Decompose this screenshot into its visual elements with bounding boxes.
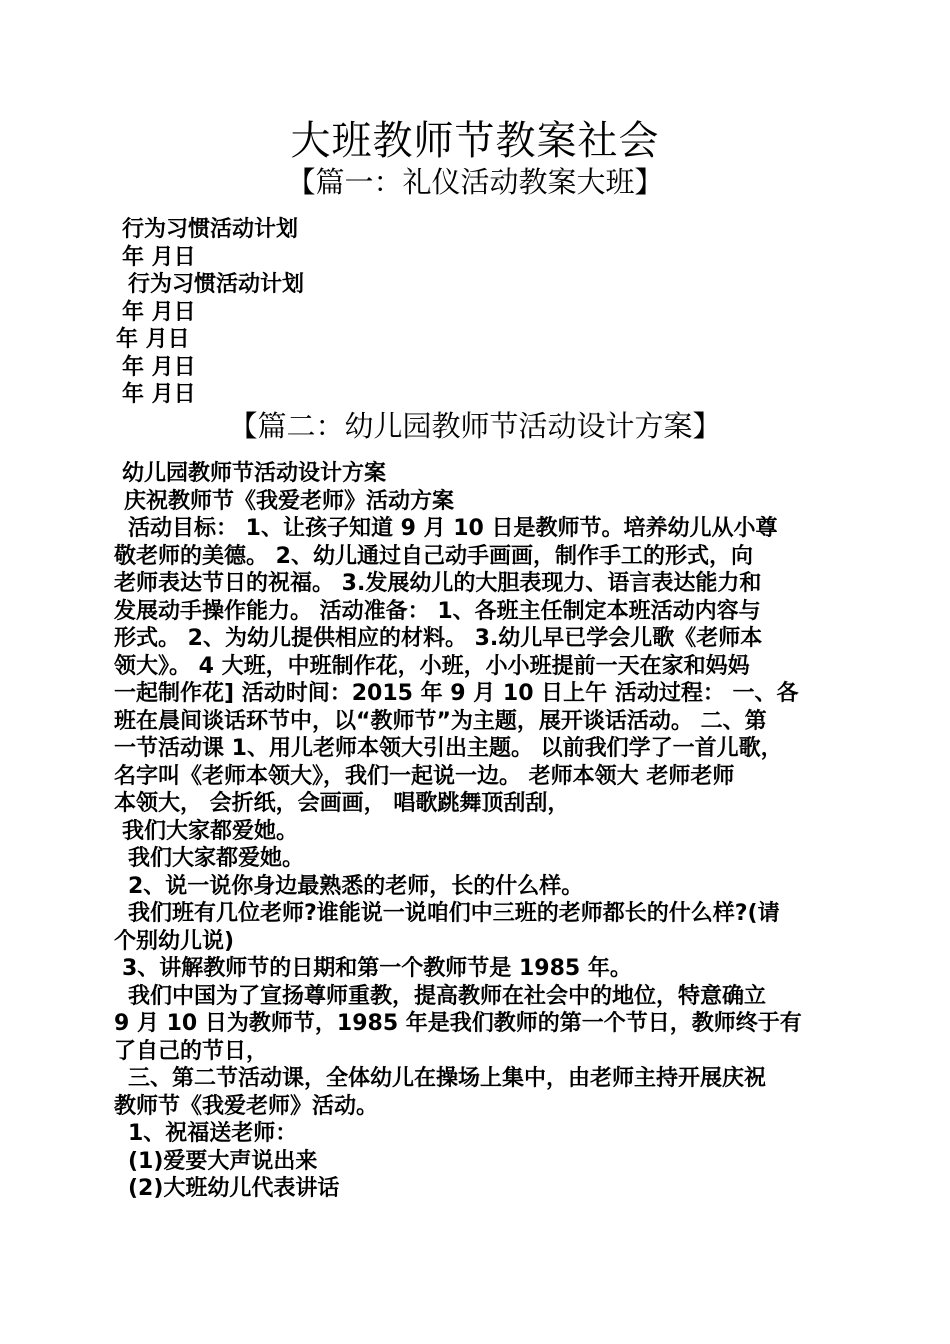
section-2-heading: 【篇二：幼儿园教师节活动设计方案】 (228, 409, 722, 443)
section-1-line: 行为习惯活动计划 (122, 217, 299, 242)
body-line: 教师节《我爱老师》活动。 (114, 1093, 379, 1119)
body-line: (1)爱要大声说出来 (128, 1148, 318, 1174)
body-line: 名字叫《老师本领大》，我们一起说一边。 老师本领大 老师老师 (114, 763, 735, 789)
body-line: 班在晨间谈话环节中，以“教师节”为主题，展开谈话活动。 二、第 (114, 708, 767, 734)
body-line: 我们班有几位老师?谁能说一说咱们中三班的老师都长的什么样?(请 (128, 901, 780, 926)
section-2-body (114, 460, 844, 1203)
body-line: 了自己的节日， (114, 1038, 269, 1064)
body-line: 敬老师的美德。 2、幼儿通过自己动手画画，制作手工的形式，向 (114, 543, 753, 569)
body-line: 2、说一说你身边最熟悉的老师，长的什么样。 (128, 873, 584, 899)
body-line: 本领大， 会折纸，会画画， 唱歌跳舞顶刮刮， (114, 791, 570, 816)
section-1-line: 年 月日 (116, 327, 190, 352)
body-line: 老师表达节日的祝福。 3.发展幼儿的大胆表现力、语言表达能力和 (114, 571, 762, 596)
section-1-line: 年 月日 (122, 300, 196, 325)
body-line: (2)大班幼儿代表讲话 (128, 1176, 340, 1201)
body-line: 9 月 10 日为教师节，1985 年是我们教师的第一个节日，教师终于有 (114, 1011, 802, 1036)
section-1-heading: 【篇一：礼仪活动教案大班】 (286, 165, 664, 199)
body-line: 领大》。 4 大班，中班制作花，小班，小小班提前一天在家和妈妈 (114, 653, 750, 679)
body-line: 发展动手操作能力。 活动准备： 1、各班主任制定本班活动内容与 (114, 598, 761, 624)
body-line: 庆祝教师节《我爱老师》活动方案 (124, 488, 455, 514)
body-line: 活动目标： 1、让孩子知道 9 月 10 日是教师节。培养幼儿从小尊 (128, 516, 778, 541)
body-line: 幼儿园教师节活动设计方案 (122, 461, 387, 486)
body-line: 一起制作花] 活动时间：2015 年 9 月 10 日上午 活动过程： 一、各 (114, 681, 799, 706)
body-line: 个别幼儿说) (114, 928, 235, 954)
body-line: 形式。 2、为幼儿提供相应的材料。 3.幼儿早已学会儿歌《老师本 (114, 626, 763, 651)
body-line: 1、祝福送老师： (128, 1121, 298, 1146)
body-line: 三、第二节活动课，全体幼儿在操场上集中，由老师主持开展庆祝 (128, 1066, 767, 1091)
body-line: 我们大家都爱她。 (128, 846, 305, 871)
body-line: 我们中国为了宣扬尊师重教，提高教师在社会中的地位，特意确立 (128, 983, 767, 1009)
section-1-line: 年 月日 (122, 245, 196, 270)
document-title: 大班教师节教案社会 (290, 118, 660, 164)
body-line: 我们大家都爱她。 (122, 818, 299, 844)
section-1-line: 行为习惯活动计划 (128, 272, 305, 297)
section-1-line: 年 月日 (122, 355, 196, 380)
body-line: 3、讲解教师节的日期和第一个教师节是 1985 年。 (122, 956, 632, 981)
body-line: 一节活动课 1、用儿老师本领大引出主题。 以前我们学了一首儿歌， (114, 736, 783, 761)
section-1-line: 年 月日 (122, 382, 196, 407)
